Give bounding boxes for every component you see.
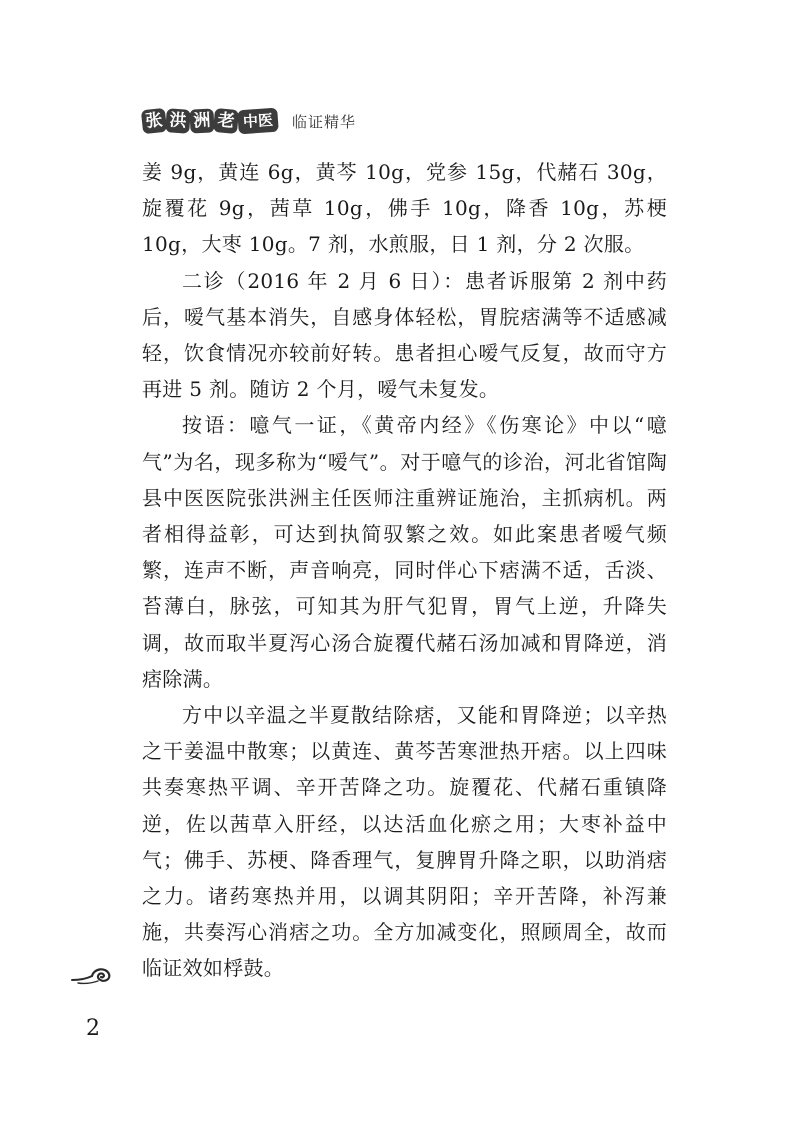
brand-char: 洪 (165, 108, 191, 134)
brand-char: 老 (213, 108, 239, 134)
brand-logo (142, 107, 278, 135)
paragraph-continued: 姜 9g，黄连 6g，黄芩 10g，党参 15g，代赭石 30g，旋覆花 9g，茜草 10g，佛手 10g，降香 10g，苏梗 10g，大枣 10g。7 剂，水煎服，日 1 剂，分 2 次服。 (142, 160, 667, 257)
paragraph-second-visit: 二诊（2016 年 2 月 6 日）：患者诉服第 2 剂中药后，嗳气基本消失，自感身体轻松，胃脘痞满等不适感减轻，饮食情况亦较前好转。患者担心嗳气反复，故而守方再进 5 剂。随访 2 个月，嗳气未复发。 (142, 268, 667, 402)
brand-char: 洲 (189, 108, 214, 133)
running-header (142, 106, 356, 136)
book-subtitle: 临证精华 (292, 112, 357, 131)
cloud-swirl-icon (70, 964, 114, 988)
body-text (142, 154, 667, 987)
brand-char: 张 (141, 108, 167, 134)
page-number: 2 (86, 1016, 100, 1041)
paragraph-formula-analysis: 方中以辛温之半夏散结除痞，又能和胃降逆；以辛热之干姜温中散寒；以黄连、黄芩苦寒泄热开痞。以上四味共奏寒热平调、辛开苦降之功。旋覆花、代赭石重镇降逆，佐以茜草入肝经，以达活血化瘀之用；大枣补益中气；佛手、苏梗、降香理气，复脾胃升降之职，以助消痞之力。诸药寒热并用，以调其阴阳；辛开苦降，补泻兼施，共奏泻心消痞之功。全方加减变化，照顾周全，故而临证效如桴鼓。 (142, 703, 667, 981)
paragraph-commentary: 按语：噫气一证，《黄帝内经》《伤寒论》中以“噫气”为名，现多称为“嗳气”。对于噫气的诊治，河北省馆陶县中医医院张洪洲主任医师注重辨证施治，主抓病机。两者相得益彰，可达到执简驭繁之效。如此案患者嗳气频繁，连声不断，声音响亮，同时伴心下痞满不适，舌淡、苔薄白，脉弦，可知其为肝气犯胃，胃气上逆，升降失调，故而取半夏泻心汤合旋覆代赭石汤加减和胃降逆，消痞除满。 (142, 413, 667, 691)
brand-char: 中医 (237, 108, 279, 135)
